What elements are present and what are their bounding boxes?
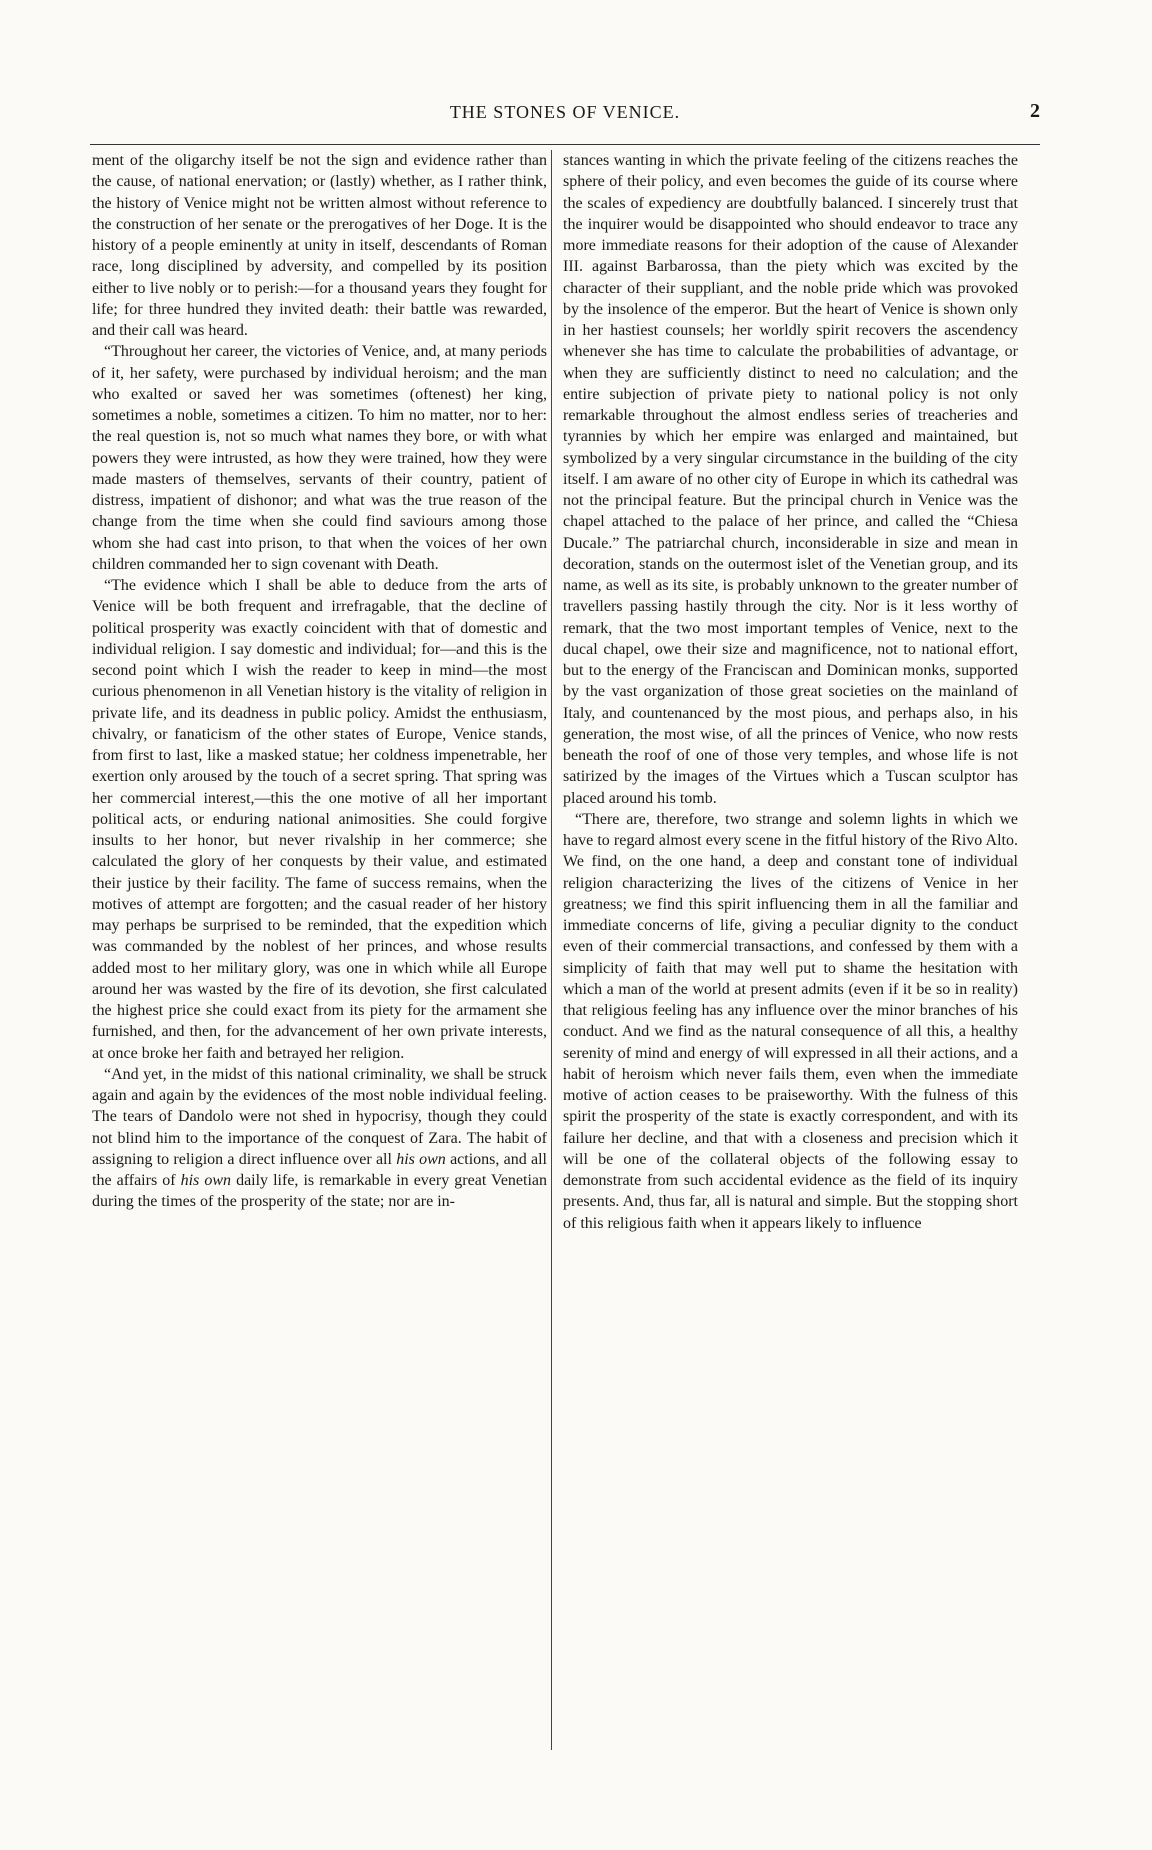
running-title: THE STONES OF VENICE. (449, 102, 681, 122)
column-divider (551, 150, 552, 1750)
paragraph: ment of the oligarchy itself be not the sign and evidence rather than the cause, of national enervation; or (lastly) whether, as I rather think, the history of Venice might not be written almost without reference to the construction of her senate or the prerogatives of her Doge. It is the history of a people eminently at unity in itself, descendants of Roman race, long disciplined by adversity, and compelled by its position either to live nobly or to perish:—for a thousand years they fought for life; for three hundred they invited death: their battle was rewarded, and their call was heard. (92, 152, 547, 339)
page-number: 2 (1030, 100, 1040, 122)
paragraph: “There are, therefore, two strange and solemn lights in which we have to regard almost every scene in the fitful history of the Rivo Alto. We find, on the one hand, a deep and constant tone of individual religion characterizing the lives of the citizens of Venice in her greatness; we find this spirit influencing them in all the familiar and immediate concerns of life, giving a peculiar dignity to the conduct even of their commercial transactions, and confessed by them with a simplicity of faith that may well put to shame the hesitation with which a man of the world at present admits (even if it be so in reality) that religious feeling has any influence over the minor branches of his conduct. And we find as the natural consequence of all this, a healthy serenity of mind and energy of will expressed in all their actions, and a habit of heroism which never fails them, even when the immediate motive of action ceases to be praiseworthy. With the fulness of this spirit the prosperity of the state is exactly correspondent, and with its failure her decline, and that with a closeness and precision which it will be one of the collateral objects of the following essay to demonstrate from such accidental evidence as the field of its inquiry presents. And, thus far, all is natural and simple. But the stopping short of this religious faith when it appears likely to influence (563, 810, 1018, 1232)
emphasis: his own (396, 1150, 446, 1168)
header-rule (90, 144, 1040, 145)
paragraph: “Throughout her career, the victories of Venice, and, at many periods of it, her safety, were purchased by individual heroism; and the man who exalted or saved her was sometimes (oftenest) her king, sometimes a noble, sometimes a citizen. To him no matter, nor to her: the real question is, not so much what names they bore, or with what powers they were intrusted, as how they were trained, how they were made masters of themselves, servants of their country, patient of distress, impatient of dishonor; and what was the true reason of the change from the time when she could find saviours among those whom she had cast into prison, to that when the voices of her own children commanded her to sign covenant with Death. (92, 343, 547, 573)
page-header (90, 100, 1040, 130)
right-column (563, 150, 1018, 1750)
paragraph (92, 1064, 547, 1213)
text-run: “And yet, in the midst of this national criminality, we shall be struck again and again by the evidences of the most noble individual feeling. The tears of Dandolo were not shed in hypocrisy, though they could not blind him to the importance of the conquest of Zara. The habit of assigning to religion a direct influence over all (92, 1065, 547, 1168)
paragraph: stances wanting in which the private feeling of the citizens reaches the sphere of their policy, and even becomes the guide of its course where the scales of expediency are doubtfully balanced. I sincerely trust that the inquirer would be disappointed who should endeavor to trace any more immediate reasons for their adoption of the cause of Alexander III. against Barbarossa, than the piety which was excited by the character of their suppliant, and the noble pride which was provoked by the insolence of the emperor. But the heart of Venice is shown only in her hastiest counsels; her worldly spirit recovers the ascendency whenever she has time to calculate the probabilities of advantage, or when they are sufficiently distinct to need no calculation; and the entire subjection of private piety to national policy is not only remarkable throughout the almost endless series of treacheries and tyrannies by which her empire was enlarged and maintained, but symbolized by a very singular circumstance in the building of the city itself. I am aware of no other city of Europe in which its cathedral was not the principal feature. But the principal church in Venice was the chapel attached to the palace of her prince, and called the “Chiesa Ducale.” The patriarchal church, inconsiderable in size and mean in decoration, stands on the outermost islet of the Venetian group, and its name, as well as its site, is probably unknown to the greater number of travellers passing hastily through the city. Nor is it less worthy of remark, that the two most important temples of Venice, next to the ducal chapel, owe their size and magnificence, not to national effort, but to the energy of the Franciscan and Dominican monks, supported by the vast organization of those great societies on the mainland of Italy, and countenanced by the most pious, and perhaps also, in his generation, the most wise, of all the princes of Venice, who now rests beneath the roof of one of those very temples, and whose life is not satirized by the images of the Virtues which a Tuscan sculptor has placed around his tomb. (563, 152, 1018, 807)
emphasis: his own (180, 1172, 232, 1189)
paragraph: “The evidence which I shall be able to deduce from the arts of Venice will be both frequent and irrefragable, that the decline of political prosperity was exactly coincident with that of domestic and individual religion. I say domestic and individual; for—and this is the second point which I wish the reader to keep in mind—the most curious phenomenon in all Venetian history is the vitality of religion in private life, and its deadness in public policy. Amidst the enthusiasm, chivalry, or fanaticism of the other states of Europe, Venice stands, from first to last, like a masked statue; her coldness impenetrable, her exertion only aroused by the touch of a secret spring. That spring was her commercial interest,—this the one motive of all her important political acts, or enduring national animosities. She could forgive insults to her honor, but never rivalship in her commerce; she calculated the glory of her conquests by their value, and estimated their justice by their facility. The fame of success remains, when the motives of attempt are forgotten; and the casual reader of her history may perhaps be surprised to be reminded, that the expedition which was commanded by the noblest of her princes, and whose results added most to her military glory, was one in which while all Europe around her was wasted by the fire of its devotion, she first calculated the highest price she could exact from its piety for the armament she furnished, and then, for the advancement of her own private interests, at once broke her faith and betrayed her religion. (92, 577, 547, 1062)
text-run: daily life, is remarkable in every great Venetian during the times of the prosperity of the state; nor are in- (92, 1172, 547, 1211)
text-run: actions, and all the affairs of (92, 1150, 547, 1189)
left-column (92, 150, 547, 1750)
